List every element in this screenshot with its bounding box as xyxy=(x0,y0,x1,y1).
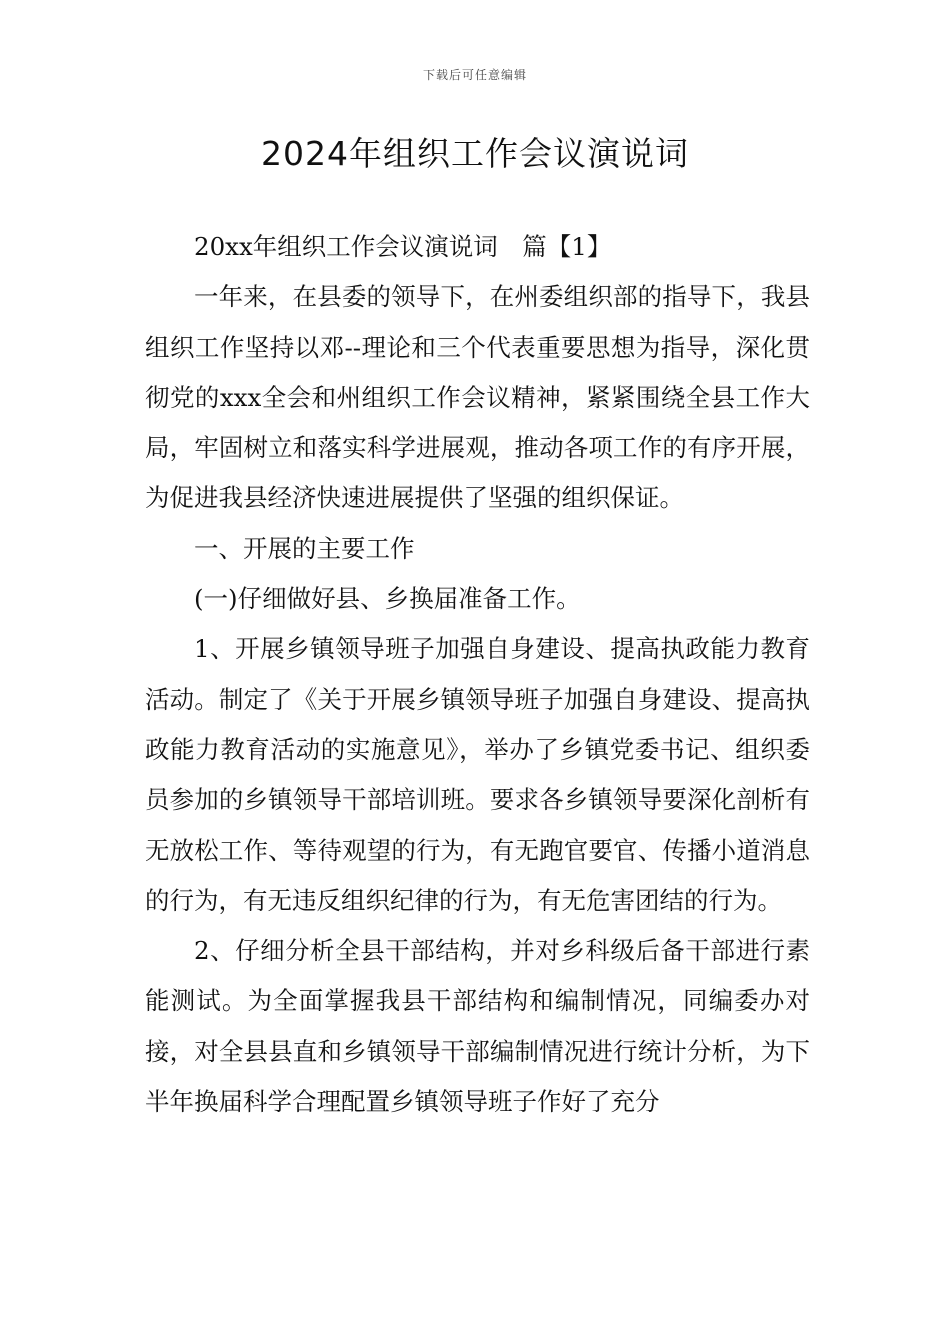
body-paragraph: 1、开展乡镇领导班子加强自身建设、提高执政能力教育活动。制定了《关于开展乡镇领导班子加强自身建设、提高执政能力教育活动的实施意见》，举办了乡镇党委书记、组织委员参加的乡镇领导干部培训班。要求各乡镇领导要深化剖析有无放松工作、等待观望的行为，有无跑官要官、传播小道消息的行为，有无违反组织纪律的行为，有无危害团结的行为。 xyxy=(145,634,810,915)
section-heading: 一、开展的主要工作 xyxy=(194,533,415,563)
section-heading: 20xx年组织工作会议演说词 篇【1】 xyxy=(194,232,612,261)
body-paragraph: 2、仔细分析全县干部结构，并对乡科级后备干部进行素能测试。为全面掌握我县干部结构和编制情况，同编委办对接，对全县县直和乡镇领导干部编制情况进行统计分析，为下半年换届科学合理配置乡镇领导班子作好了充分 xyxy=(145,936,810,1117)
body-paragraph: 一年来，在县委的领导下，在州委组织部的指导下，我县组织工作坚持以邓--理论和三个代表重要思想为指导，深化贯彻党的xxx全会和州组织工作会议精神，紧紧围绕全县工作大局，牢固树立和落实科学进展观，推动各项工作的有序开展，为促进我县经济快速进展提供了坚强的组织保证。 xyxy=(145,282,810,513)
header-note: 下载后可任意编辑 xyxy=(422,68,527,82)
document-body xyxy=(145,222,810,1127)
document-title: 2024年组织工作会议演说词 xyxy=(261,134,689,173)
subsection-heading: (一)仔细做好县、乡换届准备工作。 xyxy=(194,584,581,614)
